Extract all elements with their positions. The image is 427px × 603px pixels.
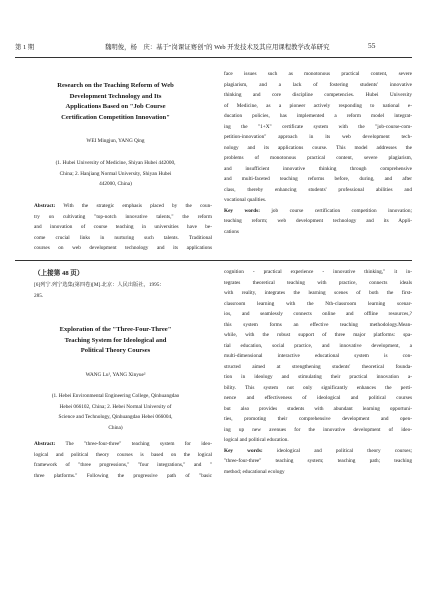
article1-title-line: Applications Based on "Job Course xyxy=(65,103,166,111)
abstract-line: framework of "three progressions," "four integrations," and " xyxy=(34,462,212,468)
abstract-line: ducation policies, has implemented a reform model integrat- xyxy=(224,113,412,119)
abstract-line: tegrates theoretical teaching with practice, connects ideals xyxy=(224,279,412,286)
abstract-line: class, thereby enhancing students' professional abilities and xyxy=(224,186,412,193)
abstract-line: and insufficient innovative thinking through comprehensive xyxy=(224,165,412,172)
affiliation-line: Hebei 066102, China; 2. Hebei Normal University of xyxy=(59,403,172,410)
abstract-line: logical and political education. xyxy=(224,437,289,443)
reference-block xyxy=(34,280,212,301)
article1-authors: WEI Mingjun, YANG Qing xyxy=(86,138,145,144)
abstract-line: with reality, integrates the learning scenes of both the first- xyxy=(224,290,412,296)
abstract-line: and multi-faceted teaching reforms before, during, and after xyxy=(224,176,412,182)
abstract-line: petition-innovation" approach in its web development tech- xyxy=(224,134,412,140)
affiliation-line: 442000, China) xyxy=(99,181,132,187)
abstract-line: plagiarism, and a lack of fostering students' innovative xyxy=(224,81,412,88)
running-title: 魏明俊，杨 庆：基于"岗课证赛创"的 Web 开发技术及其应用课程教学改革研究 xyxy=(105,44,330,51)
keywords-line: job course certification competition innovation; xyxy=(259,207,412,214)
keywords-line: ideological and political theory courses; xyxy=(262,447,412,454)
abstract-line: nology and its applications course. This model addresses the xyxy=(224,144,412,151)
abstract-line: problems of monotonous practical content, severe plagiarism, xyxy=(224,155,412,161)
article1-title-line: Development Technology and Its xyxy=(69,92,162,100)
page-number: 55 xyxy=(368,41,376,50)
article1-title-line: Research on the Teaching Reform of Web xyxy=(57,82,174,89)
abstract-line: nence and effectiveness of ideological and political courses xyxy=(224,395,412,401)
article2-title xyxy=(18,325,213,357)
article2-title-line: Political Theory Courses xyxy=(80,347,151,355)
abstract-line: tion in ideology and stimulating their practical innovation a- xyxy=(224,374,412,380)
abstract-line: but also provides students with abundant learning opportuni- xyxy=(224,405,412,412)
header-rule xyxy=(15,57,412,58)
article2-abstract-left xyxy=(34,439,212,481)
abstract-line: face issues such as monotonous practical content, severe xyxy=(224,71,412,77)
abstract-line: ing up new avenues for the innovative development of ideo- xyxy=(224,426,412,433)
abstract-line: of Medicine, as a pioneer actively responding to national e- xyxy=(224,102,412,109)
abstract-line: bility. This system not only significantly enhances the perti- xyxy=(224,384,412,391)
abstract-line: thinking and core discipline competencies. Hubei University xyxy=(224,92,412,98)
keywords-line: cations xyxy=(224,228,239,235)
abstract-line: multi-dimensional interactive educational system is con- xyxy=(224,353,412,359)
article1-abstract-right xyxy=(224,69,412,237)
article1-abstract-left xyxy=(34,201,212,254)
issue-number: 第 1 期 xyxy=(15,44,35,51)
abstract-label: Abstract: xyxy=(34,203,56,209)
abstract-line: tial education, social practice, and innovative development, a xyxy=(224,342,412,349)
abstract-label: Abstract: xyxy=(34,441,56,447)
article2-abstract-right xyxy=(224,267,412,477)
abstract-line: With the strategic emphasis placed by the coun- xyxy=(55,203,212,209)
abstract-line: ios, and seamlessly connects online and offline resources,? xyxy=(224,311,412,317)
affiliation-line: Science and Technology, Qinhuangdao Hebei 066004, xyxy=(58,414,173,420)
keywords-line: method; educational ecology xyxy=(224,468,285,475)
article2-affiliation xyxy=(18,391,213,433)
abstract-line: logical and political theory courses is based on the logical xyxy=(34,451,212,458)
abstract-line: cognition - practical experience - innovative thinking," it in- xyxy=(224,269,412,275)
abstract-line: courses on web development technology and its applications xyxy=(34,245,212,251)
reference-line: [6]列宁.列宁选集(第四卷)[M].北京：人民出版社，1995： xyxy=(34,282,165,288)
keywords-line: "three-four-three" teaching system; teaching path; teaching xyxy=(224,458,412,464)
abstract-line: ties, promoting their comprehensive development and open- xyxy=(224,416,412,422)
abstract-line: come crucial links in nurturing such talents. Traditional xyxy=(34,234,212,241)
reference-line: 285. xyxy=(34,292,44,299)
article1-title xyxy=(18,81,213,123)
article2-title-line: Teaching System for Ideological and xyxy=(64,336,167,344)
article1-affiliation xyxy=(18,158,213,190)
continuation-note: （上接第 48 页） xyxy=(34,270,84,277)
keywords-label: Key words: xyxy=(224,207,260,214)
abstract-line: and innovation of course teaching in universities have be- xyxy=(34,224,212,230)
affiliation-line: China; 2. Hanjiang Normal University, Shiyan Hubei xyxy=(59,170,172,177)
affiliation-line: (1. Hebei Environmental Engineering College, Qinhuangdao xyxy=(51,393,180,399)
article2-title-line: Exploration of the "Three-Four-Three" xyxy=(59,326,172,333)
affiliation-line: (1. Hubei University of Medicine, Shiyan Hubei 442000, xyxy=(55,160,176,166)
keywords-label: Key words: xyxy=(224,447,263,454)
abstract-line: three platforms." Following the progressive path of "basic xyxy=(34,472,212,479)
abstract-line: while, with the robust support of three major platforms: spa- xyxy=(224,332,412,338)
article1-title-line: Certification Competition Innovation" xyxy=(61,113,170,121)
article2-authors: WANG Lu¹, YANG Xinyue² xyxy=(85,372,146,378)
abstract-line: try on cultivating "top-notch innovative talents," the reform xyxy=(34,213,212,220)
section-divider xyxy=(15,260,412,261)
abstract-line: structed aimed at strengthening students' theoretical founda- xyxy=(224,363,412,370)
abstract-line: The "three-four-three" teaching system for ideo- xyxy=(55,441,212,447)
affiliation-line: China) xyxy=(108,424,123,431)
abstract-line: vocational qualities. xyxy=(224,197,267,203)
keywords-line: teaching reform; web development technology and its Appli- xyxy=(224,218,412,224)
abstract-line: ing the "1+X" certificate system with the "job-course-com- xyxy=(224,123,412,130)
abstract-line: this system forms an effective teaching methodology.Mean- xyxy=(224,321,412,328)
abstract-line: classroom learning with the Nth-classroom learning scenar- xyxy=(224,300,412,307)
